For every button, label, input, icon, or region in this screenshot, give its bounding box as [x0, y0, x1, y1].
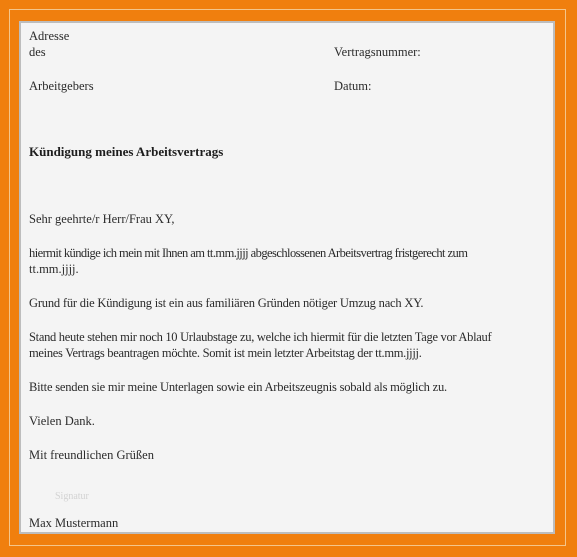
thanks-line: Vielen Dank. [29, 414, 95, 428]
sender-address-line-1: Adresse [29, 29, 70, 43]
paragraph-3-line-2: meines Vertrags beantragen möchte. Somit ist mein letzter Arbeitstag der tt.mm.jjjj. [29, 346, 422, 360]
salutation: Sehr geehrte/r Herr/Frau XY, [29, 212, 175, 226]
letter-subject: Kündigung meines Arbeitsvertrags [29, 144, 224, 159]
signature-placeholder: Signatur [55, 491, 89, 502]
paragraph-1-line-1: hiermit kündige ich mein mit Ihnen am tt.mm.jjjj abgeschlossenen Arbeitsvertrag fristgerecht zum [29, 246, 468, 260]
letter-page [19, 21, 555, 534]
contract-number-label: Vertragsnummer: [334, 45, 421, 59]
sender-address-line-2: des [29, 45, 46, 59]
sender-name: Max Mustermann [29, 516, 119, 530]
paragraph-1-line-2: tt.mm.jjjj. [29, 262, 79, 276]
paragraph-4: Bitte senden sie mir meine Unterlagen sowie ein Arbeitszeugnis sobald als möglich zu. [29, 380, 447, 394]
paragraph-3-line-1: Stand heute stehen mir noch 10 Urlaubstage zu, welche ich hiermit für die letzten Tage vor Ablauf [29, 330, 492, 344]
closing-line: Mit freundlichen Grüßen [29, 448, 154, 462]
paragraph-2: Grund für die Kündigung ist ein aus familiären Gründen nötiger Umzug nach XY. [29, 296, 424, 310]
sender-address-line-3: Arbeitgebers [29, 79, 94, 93]
date-label: Datum: [334, 79, 372, 93]
